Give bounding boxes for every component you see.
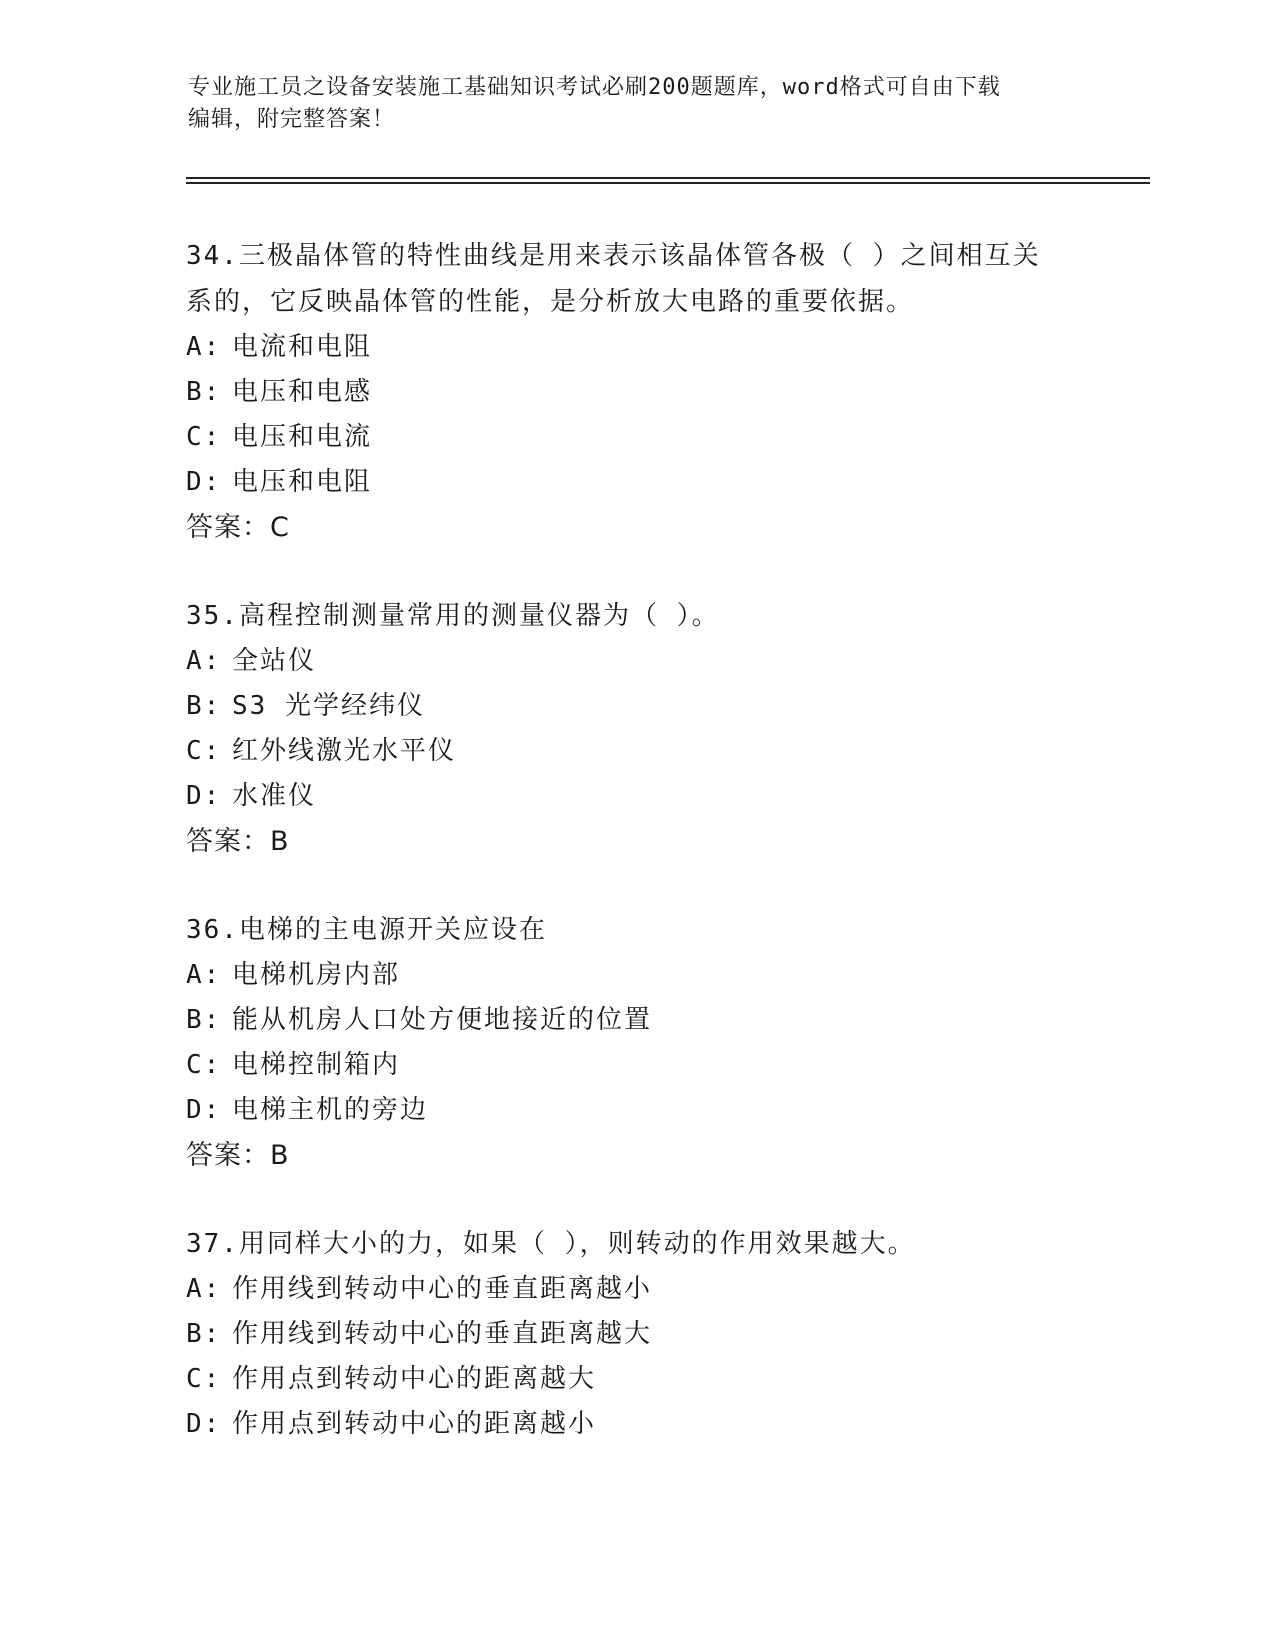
option-text: 电压和电感 [232,377,373,407]
option-letter: A: [186,332,222,362]
option-letter: C: [186,736,222,766]
option-text: 红外线激光水平仪 [232,736,457,766]
option-letter: B: [186,1319,222,1349]
option-letter: B: [186,691,222,721]
option-letter: B: [186,377,222,407]
option-a [186,953,1106,998]
question-37 [186,1221,1106,1447]
question-stem: 36.电梯的主电源开关应设在 [186,915,547,945]
option-c [186,415,1106,460]
option-c [186,1043,1106,1088]
option-text: 电流和电阻 [232,332,373,362]
option-text: 水准仪 [232,781,317,811]
option-text: 电梯机房内部 [232,960,401,990]
option-letter: D: [186,1095,222,1125]
question-36 [186,907,1106,1179]
option-d [186,774,1106,819]
question-34 [186,233,1106,551]
option-letter: D: [186,467,222,497]
option-letter: A: [186,646,222,676]
option-text: 作用线到转动中心的垂直距离越小 [232,1274,653,1304]
option-text: 能从机房人口处方便地接近的位置 [232,1005,653,1035]
answer-line: 答案：B [186,826,290,857]
option-d [186,1088,1106,1133]
header-line-2: 编辑，附完整答案！ [188,107,396,132]
option-letter: C: [186,422,222,452]
answer-line: 答案：B [186,1140,290,1171]
option-b [186,998,1106,1043]
option-text: 电梯控制箱内 [232,1050,401,1080]
question-stem: 34.三极晶体管的特性曲线是用来表示该晶体管各极（ ）之间相互关 [186,241,1041,271]
option-d [186,1402,1106,1447]
option-text: 作用线到转动中心的垂直距离越大 [232,1319,653,1349]
option-text: 作用点到转动中心的距离越大 [232,1364,597,1394]
question-stem: 35.高程控制测量常用的测量仪器为（ ）。 [186,601,720,631]
question-stem: 37.用同样大小的力，如果（ ），则转动的作用效果越大。 [186,1229,916,1259]
option-c [186,729,1106,774]
document-header [188,72,1068,136]
question-stem: 系的，它反映晶体管的性能，是分析放大电路的重要依据。 [186,287,915,317]
option-text: 电梯主机的旁边 [232,1095,429,1125]
header-divider-top [186,177,1150,179]
option-letter: D: [186,1409,222,1439]
option-text: 全站仪 [232,646,317,676]
header-line-1: 专业施工员之设备安装施工基础知识考试必刷200题题库，word格式可自由下载 [188,75,1001,100]
option-text: 电压和电阻 [232,467,373,497]
option-a [186,1267,1106,1312]
option-b [186,684,1106,729]
question-list [186,233,1106,1489]
question-35 [186,593,1106,865]
option-a [186,325,1106,370]
option-letter: D: [186,781,222,811]
option-text: 作用点到转动中心的距离越小 [232,1409,597,1439]
option-text: S3 光学经纬仪 [232,691,425,721]
option-letter: A: [186,1274,222,1304]
option-letter: B: [186,1005,222,1035]
answer-line: 答案：C [186,512,290,543]
option-letter: A: [186,960,222,990]
option-letter: C: [186,1050,222,1080]
option-a [186,639,1106,684]
option-b [186,1312,1106,1357]
option-d [186,460,1106,505]
option-b [186,370,1106,415]
option-c [186,1357,1106,1402]
header-divider-bottom [186,182,1150,184]
option-letter: C: [186,1364,222,1394]
option-text: 电压和电流 [232,422,373,452]
